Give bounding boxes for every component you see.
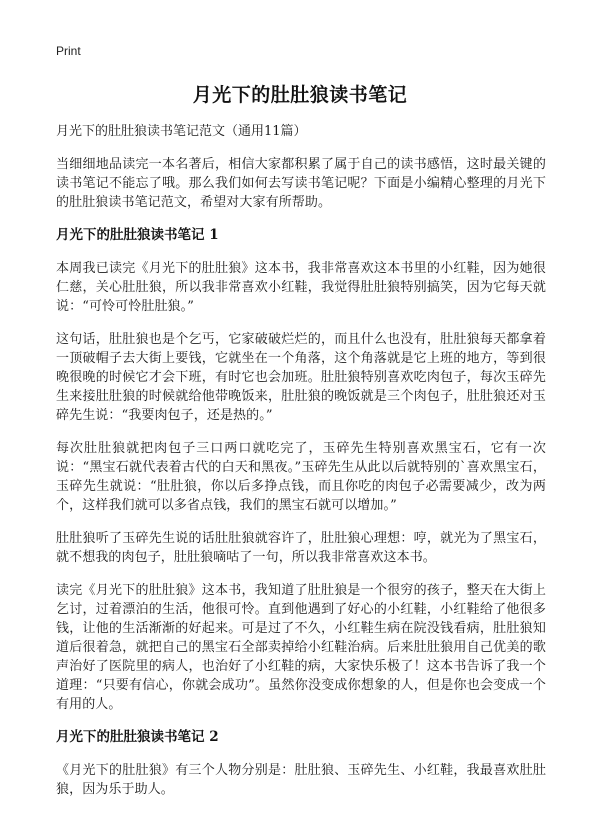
- section-1-paragraph-2: 这句话，肚肚狼也是个乞丐，它家破破烂烂的，而且什么也没有，肚肚狼每天都拿着一顶破帽子去大街上要钱，它就坐在一个角落，这个角落就是它上班的地方，等到很晚很晚的时候它才会下班，有时它也会加班。肚肚狼特别喜欢吃肉包子，每次玉碎先生来接肚肚狼的时候就给他带晚饭来，肚肚狼的晚饭就是三个肉包子，肚肚狼还对玉碎先生说：“我要肉包子，还是热的。”: [56, 332, 546, 423]
- section-heading-1: 月光下的肚肚狼读书笔记 1: [56, 227, 219, 243]
- section-2-paragraph-1: 《月光下的肚肚狼》有三个人物分别是：肚肚狼、玉碎先生、小红鞋，我最喜欢肚肚狼，因为乐于助人。: [56, 763, 546, 797]
- intro-paragraph: 当细细地品读完一本名著后，相信大家都积累了属于自己的读书感悟，这时最关键的读书笔记不能忘了哦。那么我们如何去写读书笔记呢？下面是小编精心整理的月光下的肚肚狼读书笔记范文，希望对大家有所帮助。: [56, 157, 546, 210]
- section-1-paragraph-1: 本周我已读完《月光下的肚肚狼》这本书，我非常喜欢这本书里的小红鞋，因为她很仁慈，关心肚肚狼，所以我非常喜欢小红鞋，我觉得肚肚狼特别搞笑，因为它每天就说：“可怜可怜肚肚狼。”: [56, 261, 546, 314]
- page-title: 月光下的肚肚狼读书笔记: [192, 84, 408, 106]
- document-body: [56, 122, 546, 813]
- document-subtitle: 月光下的肚肚狼读书笔记范文（通用11篇）: [56, 124, 307, 139]
- print-label[interactable]: Print: [56, 44, 81, 58]
- section-1-paragraph-3: 每次肚肚狼就把肉包子三口两口就吃完了，玉碎先生特别喜欢黑宝石，它有一次说：“黑宝石就代表着古代的白天和黑夜。”玉碎先生从此以后就特别的`喜欢黑宝石，玉碎先生就说：“肚肚狼，你以后多挣点钱，而且你吃的肉包子必需要减少，改为两个，这样我们就可以多省点钱，我们的黑宝石就可以增加。”: [56, 441, 546, 513]
- section-heading-2: 月光下的肚肚狼读书笔记 2: [56, 729, 219, 745]
- section-1-paragraph-5: 读完《月光下的肚肚狼》这本书，我知道了肚肚狼是一个很穷的孩子，整天在大街上乞讨，过着漂泊的生活，他很可怜。直到他遇到了好心的小红鞋，小红鞋给了他很多钱，让他的生活渐渐的好起来。可是过了不久，小红鞋生病在院没钱看病，肚肚狼知道后很着急，就把自己的黑宝石全部卖掉给小红鞋治病。后来肚肚狼用自己优美的歌声治好了医院里的病人，也治好了小红鞋的病，大家快乐极了！这本书告诉了我一个道理：“只要有信心，你就会成功”。虽然你没变成你想象的人，但是你也会变成一个有用的人。: [56, 583, 546, 712]
- section-1-paragraph-4: 肚肚狼听了玉碎先生说的话肚肚狼就容许了，肚肚狼心理想：哼，就光为了黑宝石，就不想我的肉包子，肚肚狼嘀咕了一句，所以我非常喜欢这本书。: [56, 531, 546, 565]
